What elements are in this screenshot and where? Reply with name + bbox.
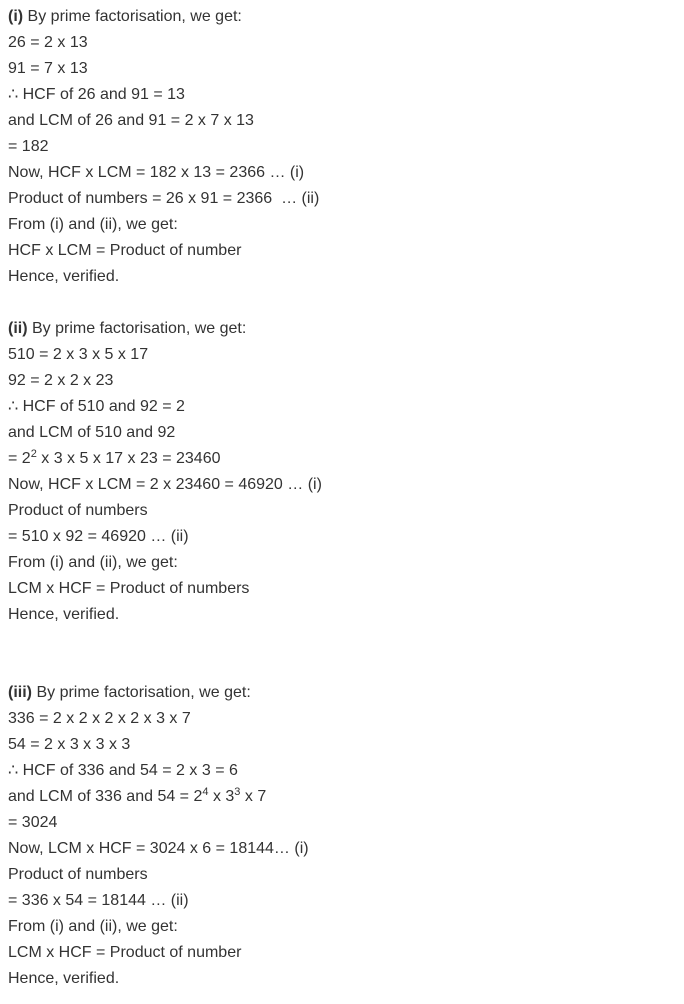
line-text: Now, HCF x LCM = 182 x 13 = 2366 … (i) (8, 164, 305, 181)
line-text: = 182 (8, 138, 49, 155)
math-line (8, 862, 668, 888)
line-text: = 510 x 92 = 46920 … (ii) (8, 528, 189, 545)
math-line (8, 550, 668, 576)
math-line (8, 446, 668, 472)
exponent: 3 (234, 786, 241, 798)
line-text: x 3 (208, 788, 235, 805)
part-heading (8, 316, 668, 342)
math-line (8, 108, 668, 134)
part-label: (iii) (8, 684, 32, 701)
math-line (8, 238, 668, 264)
part-label: (ii) (8, 320, 28, 337)
line-text: Now, HCF x LCM = 2 x 23460 = 46920 … (i) (8, 476, 322, 493)
exponent: 4 (202, 786, 209, 798)
math-line (8, 420, 668, 446)
math-line (8, 966, 668, 992)
line-text: = 336 x 54 = 18144 … (ii) (8, 892, 189, 909)
math-line (8, 914, 668, 940)
line-text: From (i) and (ii), we get: (8, 918, 178, 935)
exponent: 2 (30, 448, 37, 460)
math-line (8, 498, 668, 524)
math-line (8, 186, 668, 212)
math-line (8, 472, 668, 498)
part-lines (8, 342, 668, 628)
part-lines (8, 706, 668, 992)
math-line (8, 810, 668, 836)
math-line (8, 30, 668, 56)
math-line (8, 56, 668, 82)
math-line (8, 836, 668, 862)
line-text: x 3 x 5 x 17 x 23 = 23460 (36, 450, 221, 467)
line-text: 91 = 7 x 13 (8, 60, 88, 77)
line-text: = 2 (8, 450, 31, 467)
line-text: Now, LCM x HCF = 3024 x 6 = 18144… (i) (8, 840, 309, 857)
part-2 (8, 316, 668, 628)
math-line (8, 706, 668, 732)
part-heading (8, 4, 668, 30)
line-text: 26 = 2 x 13 (8, 34, 88, 51)
math-line (8, 160, 668, 186)
math-line (8, 264, 668, 290)
line-text: x 7 (240, 788, 267, 805)
line-text: 336 = 2 x 2 x 2 x 2 x 3 x 7 (8, 710, 191, 727)
math-line (8, 342, 668, 368)
line-text: and LCM of 336 and 54 = 2 (8, 788, 203, 805)
line-text: Product of numbers (8, 502, 148, 519)
solution-document (8, 4, 668, 992)
part-heading (8, 680, 668, 706)
part-label: (i) (8, 8, 24, 25)
part-intro: By prime factorisation, we get: (23, 8, 242, 25)
line-text: 510 = 2 x 3 x 5 x 17 (8, 346, 149, 363)
math-line (8, 602, 668, 628)
line-text: and LCM of 510 and 92 (8, 424, 176, 441)
line-text: LCM x HCF = Product of numbers (8, 580, 250, 597)
line-text: ∴ HCF of 336 and 54 = 2 x 3 = 6 (8, 762, 238, 779)
part-intro: By prime factorisation, we get: (32, 684, 251, 701)
line-text: 54 = 2 x 3 x 3 x 3 (8, 736, 131, 753)
line-text: ∴ HCF of 510 and 92 = 2 (8, 398, 185, 415)
math-line (8, 784, 668, 810)
line-text: = 3024 (8, 814, 58, 831)
line-text: HCF x LCM = Product of number (8, 242, 242, 259)
math-line (8, 368, 668, 394)
math-line (8, 940, 668, 966)
math-line (8, 576, 668, 602)
line-text: and LCM of 26 and 91 = 2 x 7 x 13 (8, 112, 254, 129)
line-text: LCM x HCF = Product of number (8, 944, 242, 961)
line-text: Product of numbers (8, 866, 148, 883)
math-line (8, 394, 668, 420)
math-line (8, 212, 668, 238)
line-text: Product of numbers = 26 x 91 = 2366 … (ii) (8, 190, 320, 207)
spacer (8, 628, 668, 680)
math-line (8, 134, 668, 160)
math-line (8, 888, 668, 914)
line-text: Hence, verified. (8, 970, 120, 987)
part-lines (8, 30, 668, 290)
part-1 (8, 4, 668, 290)
line-text: ∴ HCF of 26 and 91 = 13 (8, 86, 185, 103)
line-text: From (i) and (ii), we get: (8, 554, 178, 571)
math-line (8, 524, 668, 550)
line-text: Hence, verified. (8, 606, 120, 623)
spacer (8, 290, 668, 316)
math-line (8, 732, 668, 758)
line-text: Hence, verified. (8, 268, 120, 285)
math-line (8, 82, 668, 108)
math-line (8, 758, 668, 784)
part-3 (8, 680, 668, 992)
line-text: From (i) and (ii), we get: (8, 216, 178, 233)
part-intro: By prime factorisation, we get: (27, 320, 247, 337)
line-text: 92 = 2 x 2 x 23 (8, 372, 114, 389)
